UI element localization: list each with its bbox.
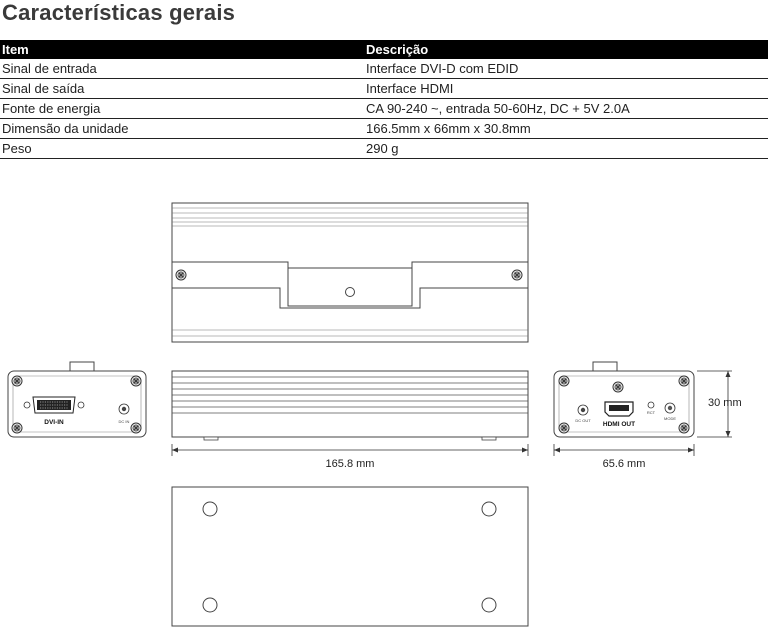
dc-in-jack-icon [119, 404, 129, 414]
screw-icon [613, 382, 623, 392]
dc-out-label: DC OUT [575, 418, 591, 423]
mode-label: MODE [664, 416, 676, 421]
cell-description: Interface HDMI [364, 79, 768, 99]
header-description: Descrição [364, 40, 768, 59]
side-view [172, 371, 528, 470]
mounting-hole-icon [203, 598, 217, 612]
screw-icon [12, 376, 22, 386]
screw-icon [176, 270, 186, 280]
cell-description: 290 g [364, 139, 768, 159]
dvi-in-label: DVI-IN [44, 419, 64, 426]
mounting-hole-icon [482, 502, 496, 516]
screw-icon [512, 270, 522, 280]
screw-icon [12, 423, 22, 433]
screw-icon [131, 423, 141, 433]
page-title: Características gerais [2, 0, 236, 25]
cell-description: Interface DVI-D com EDID [364, 59, 768, 79]
cell-item: Peso [0, 139, 364, 159]
height-dimension-label: 30 mm [708, 397, 742, 409]
width-dimension-label: 65.6 mm [602, 458, 646, 470]
hdmi-port-icon [605, 402, 633, 416]
left-end-view [8, 362, 146, 437]
screw-icon [559, 423, 569, 433]
dc-out-jack-icon [578, 405, 588, 415]
screw-icon [559, 376, 569, 386]
screw-icon [679, 423, 689, 433]
hdmi-out-label: HDMI OUT [602, 421, 636, 428]
length-dimension-label: 165.8 mm [325, 458, 375, 470]
dc-in-label: DC IN [118, 419, 130, 424]
cell-item: Sinal de entrada [0, 59, 364, 79]
cell-item: Sinal de saída [0, 79, 364, 99]
cell-item: Fonte de energia [0, 99, 364, 119]
cell-description: CA 90-240 ~, entrada 50-60Hz, DC + 5V 2.0A [364, 99, 768, 119]
screw-icon [679, 376, 689, 386]
mounting-hole-icon [203, 502, 217, 516]
cell-description: 166.5mm x 66mm x 30.8mm [364, 119, 768, 139]
mounting-hole-icon [482, 598, 496, 612]
cell-item: Dimensão da unidade [0, 119, 364, 139]
mode-button-icon [665, 403, 675, 413]
bottom-view [172, 487, 528, 626]
top-view [172, 203, 528, 342]
rct-label: RCT [646, 410, 656, 415]
led-indicator-icon [648, 402, 654, 408]
screw-icon [131, 376, 141, 386]
right-end-view [554, 362, 742, 470]
header-item: Item [0, 40, 364, 59]
